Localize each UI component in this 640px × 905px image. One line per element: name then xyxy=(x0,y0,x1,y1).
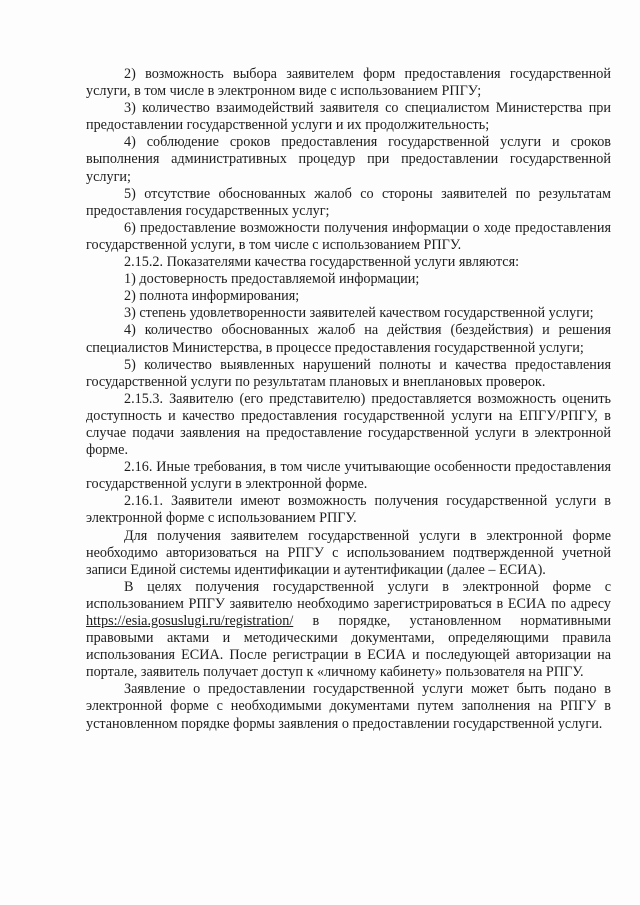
paragraph: Для получения заявителем государственной услуги в электронной форме необходимо авторизоваться на РПГУ с использованием подтвержденной учетной записи Единой системы идентификации и аутентификации (далее – ЕСИА). xyxy=(86,527,611,578)
paragraph: 2) полнота информирования; xyxy=(124,288,300,305)
document-body xyxy=(86,66,611,733)
paragraph: 3) степень удовлетворенности заявителей качеством государственной услуги; xyxy=(124,305,594,322)
paragraph: 5) отсутствие обоснованных жалоб со стороны заявителей по результатам предоставления государственных услуг; xyxy=(86,185,611,219)
esia-registration-link[interactable]: https://esia.gosuslugi.ru/registration/ xyxy=(86,613,294,629)
paragraph: 4) количество обоснованных жалоб на действия (бездействия) и решения специалистов Министерства, в процессе предоставления государственной услуги; xyxy=(86,322,611,356)
paragraph: 2.16. Иные требования, в том числе учитывающие особенности предоставления государственной услуги в электронной форме. xyxy=(86,459,611,493)
paragraph: 4) соблюдение сроков предоставления государственной услуги и сроков выполнения административных процедур при предоставлении государственной услуги; xyxy=(86,134,611,185)
paragraph: 3) количество взаимодействий заявителя со специалистом Министерства при предоставлении государственной услуги и их продолжительность; xyxy=(86,100,611,134)
esia-registration-paragraph xyxy=(86,579,611,682)
paragraph: 2.15.2. Показателями качества государственной услуги являются: xyxy=(124,254,520,271)
paragraph: 6) предоставление возможности получения информации о ходе предоставления государственной услуги, в том числе с использованием РПГУ. xyxy=(86,219,611,253)
paragraph: 2.15.3. Заявителю (его представителю) предоставляется возможность оценить доступность и качество предоставления государственной услуги на ЕПГУ/РПГУ, в случае подачи заявления на предоставление государственной услуги в электронной форме. xyxy=(86,390,611,459)
paragraph: Заявление о предоставлении государственной услуги может быть подано в электронной форме с необходимыми документами путем заполнения на РПГУ в установленном порядке формы заявления о предоставлении государственной услуги. xyxy=(86,681,611,732)
paragraph-text: В целях получения государственной услуги в электронной форме с использованием РПГУ заявителю необходимо зарегистрироваться в ЕСИА по адресу xyxy=(86,578,611,612)
paragraph-text: в порядке, установленном нормативными правовыми актами и методическими документами, определяющими правила использования ЕСИА. После регистрации в ЕСИА и последующей авторизации на портале, заявитель получает доступ к «личному кабинету» пользователя на РПГУ. xyxy=(86,613,611,681)
paragraph: 5) количество выявленных нарушений полноты и качества предоставления государственной услуги по результатам плановых и внеплановых проверок. xyxy=(86,356,611,390)
paragraph: 1) достоверность предоставляемой информации; xyxy=(124,271,420,288)
paragraph: 2) возможность выбора заявителем форм предоставления государственной услуги, в том числе в электронном виде с использованием РПГУ; xyxy=(86,66,611,100)
paragraph: 2.16.1. Заявители имеют возможность получения государственной услуги в электронной форме с использованием РПГУ. xyxy=(86,493,611,527)
